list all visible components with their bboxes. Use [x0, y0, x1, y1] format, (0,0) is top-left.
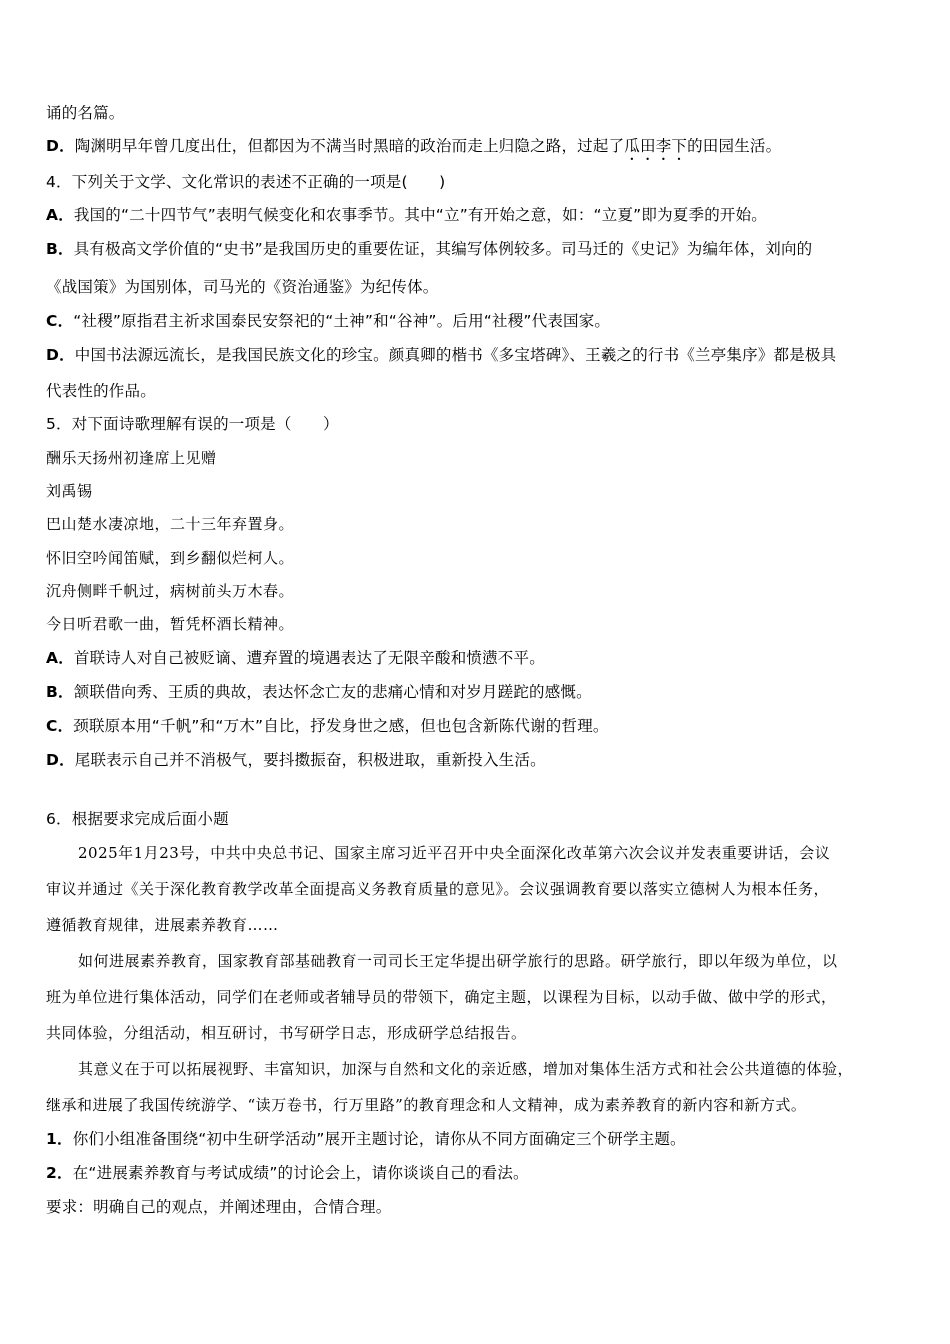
passage-paragraph-2-line: 共同体验，分组活动，相互研讨，书写研学日志，形成研学总结报告。 — [46, 1024, 527, 1042]
question-number: 6． — [46, 810, 72, 828]
question-5: 5．对下面诗歌理解有误的一项是（ ） — [46, 415, 339, 433]
poem-line: 巴山楚水凄凉地，二十三年弃置身。 — [46, 515, 295, 533]
option-d-line: D．陶渊明早年曾几度出仕，但都因为不满当时黑暗的政治而走上归隐之路，过起了瓜田李下的田园生活。 — [46, 137, 782, 155]
question-number: 5． — [46, 415, 72, 433]
q4-option-b-continued: 《战国策》为国别体，司马光的《资治通鉴》为纪传体。 — [46, 278, 439, 296]
text-line: 诵的名篇。 — [46, 104, 125, 122]
passage-paragraph-1-line: 审议并通过《关于深化教育教学改革全面提高义务教育质量的意见》。会议强调教育要以落实立德树人为根本任务， — [46, 880, 830, 898]
sub-question-2: 2．在“进展素养教育与考试成绩”的讨论会上，请你谈谈自己的看法。 — [46, 1164, 529, 1182]
q5-option-b: B．颔联借向秀、王质的典故，表达怀念亡友的悲痛心情和对岁月蹉跎的感慨。 — [46, 683, 592, 701]
passage-paragraph-2: 如何进展素养教育，国家教育部基础教育一司司长王定华提出研学旅行的思路。研学旅行，即以年级为单位，以 — [78, 952, 838, 970]
poem-line: 怀旧空吟闻笛赋，到乡翻似烂柯人。 — [46, 549, 295, 567]
passage-paragraph-2-line: 班为单位进行集体活动，同学们在老师或者辅导员的带领下，确定主题，以课程为目标，以动手做、做中学的形式， — [46, 988, 837, 1006]
q4-option-c: C．“社稷”原指君主祈求国泰民安祭祀的“土神”和“谷神”。后用“社稷”代表国家。 — [46, 312, 611, 330]
poem-author: 刘禹锡 — [46, 482, 93, 500]
q4-option-b: B．具有极高文学价值的“史书”是我国历史的重要佐证，其编写体例较多。司马迁的《史记》为编年体，刘向的 — [46, 240, 813, 258]
requirement-line: 要求：明确自己的观点，并阐述理由，合情合理。 — [46, 1198, 392, 1216]
question-6: 6．根据要求完成后面小题 — [46, 810, 229, 828]
question-number: 4． — [46, 173, 72, 191]
poem-line: 沉舟侧畔千帆过，病树前头万木春。 — [46, 582, 295, 600]
passage-paragraph-1: 2025年1月23号，中共中央总书记、国家主席习近平召开中央全面深化改革第六次会议并发表重要讲话，会议 — [78, 844, 831, 862]
passage-paragraph-1-line: 遵循教育规律，进展素养教育…… — [46, 916, 279, 934]
q5-option-c: C．颈联原本用“千帆”和“万木”自比，抒发身世之感，但也包含新陈代谢的哲理。 — [46, 717, 609, 735]
poem-line: 今日听君歌一曲，暂凭杯酒长精神。 — [46, 615, 295, 633]
q4-option-d-continued: 代表性的作品。 — [46, 382, 156, 400]
passage-paragraph-3-line: 继承和进展了我国传统游学、“读万卷书，行万里路”的教育理念和人文精神，成为素养教育的新内容和新方式。 — [46, 1096, 807, 1114]
question-4: 4．下列关于文学、文化常识的表述不正确的一项是( ) — [46, 173, 446, 191]
q5-option-d: D．尾联表示自己并不消极气，要抖擞振奋，积极进取，重新投入生活。 — [46, 751, 546, 769]
q4-option-a: A．我国的“二十四节气”表明气候变化和农事季节。其中“立”有开始之意，如：“立夏”即为夏季的开始。 — [46, 206, 767, 224]
emphasized-phrase: 瓜田李下 — [624, 137, 688, 155]
sub-question-1: 1．你们小组准备围绕“初中生研学活动”展开主题讨论，请你从不同方面确定三个研学主题。 — [46, 1130, 686, 1148]
passage-paragraph-3: 其意义在于可以拓展视野、丰富知识，加深与自然和文化的亲近感，增加对集体生活方式和社会公共道德的体验， — [78, 1060, 854, 1078]
q5-option-a: A．首联诗人对自己被贬谪、遭弃置的境遇表达了无限辛酸和愤懑不平。 — [46, 649, 545, 667]
q4-option-d: D．中国书法源远流长，是我国民族文化的珍宝。颜真卿的楷书《多宝塔碑》、王羲之的行书《兰亭集序》都是极具 — [46, 346, 837, 364]
option-label: D． — [46, 137, 75, 155]
poem-title: 酬乐天扬州初逢席上见赠 — [46, 449, 217, 467]
